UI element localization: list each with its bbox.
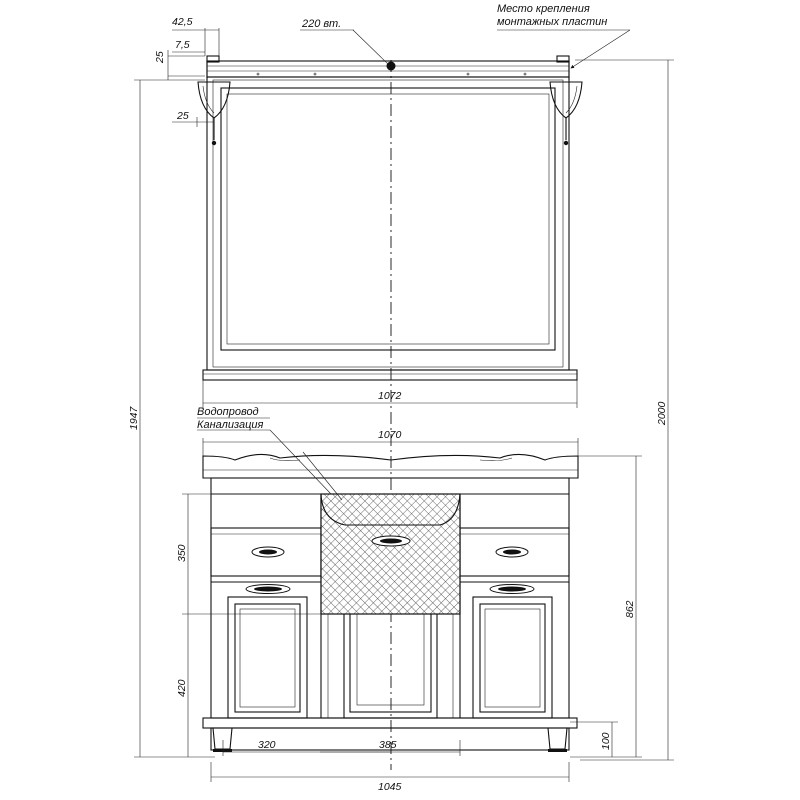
dim-top-offset: 42,5 [172, 16, 193, 28]
dim-top-height: 25 [154, 51, 166, 63]
dim-upper-section [182, 494, 321, 614]
dim-lamp-drop-label: 25 [177, 110, 189, 122]
dim-leg-spacing [223, 740, 391, 756]
lamp-power-label: 220 вт. [302, 18, 342, 30]
mirror-frame [203, 61, 577, 380]
door-handle-right [490, 585, 534, 594]
dim-cabinet-height-label: 862 [624, 600, 636, 618]
dim-full-height-label: 2000 [656, 401, 668, 425]
drawer-handle-left [252, 547, 284, 557]
door-handle-left [246, 585, 290, 594]
dim-lower-section-label: 420 [176, 679, 188, 697]
pipe-water-label: Водопровод [197, 406, 259, 418]
dim-top-small: 7,5 [175, 39, 190, 51]
dim-mirror-width-label: 1072 [378, 390, 402, 402]
right-door [473, 597, 552, 718]
drawer-handle-right [496, 547, 528, 557]
dim-basin-width-label: 1070 [378, 429, 402, 441]
dim-door-spacing-label: 385 [379, 739, 397, 751]
dim-total-height-label: 1947 [128, 406, 140, 430]
dim-upper-section-label: 350 [176, 544, 188, 562]
leg-right [548, 728, 567, 752]
left-door [228, 597, 307, 718]
dim-leg-spacing-label: 320 [258, 739, 276, 751]
dim-top [168, 28, 219, 80]
dim-base-width-label: 1045 [378, 781, 402, 793]
mount-note-line1: Место крепления [497, 3, 590, 15]
pipe-sewer-label: Канализация [197, 419, 264, 431]
sink-bowl-hatch [321, 494, 460, 614]
dim-base-width [211, 762, 569, 782]
basin-top [203, 454, 578, 478]
drawer-handle-center [372, 536, 410, 546]
dim-leg-height-label: 100 [600, 732, 612, 750]
leg-left [213, 728, 232, 752]
left-lamp [198, 61, 230, 145]
mount-note-line2: монтажных пластин [497, 16, 608, 28]
